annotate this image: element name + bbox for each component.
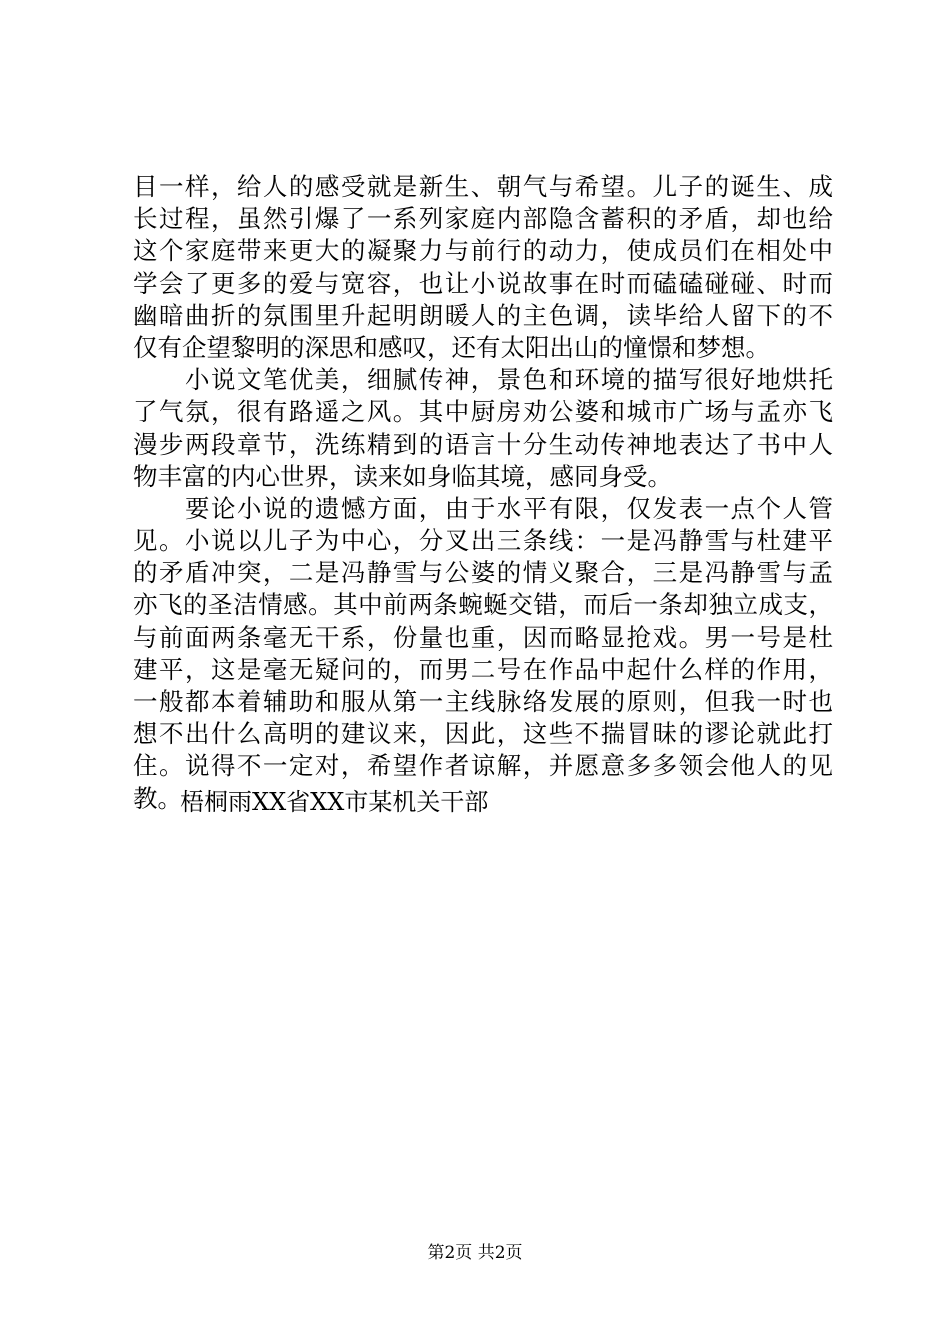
text-line: 了气氛，很有路遥之风。其中厨房劝公婆和城市广场与孟亦飞 — [133, 397, 833, 427]
text-line: 住。说得不一定对，希望作者谅解，并愿意多多领会他人的见 — [133, 751, 833, 781]
text-line: 建平，这是毫无疑问的，而男二号在作品中起什么样的作用， — [133, 654, 833, 684]
text-line: 的矛盾冲突，二是冯静雪与公婆的情义聚合，三是冯静雪与孟 — [133, 558, 833, 588]
text-line: 与前面两条毫无干系，份量也重，因而略显抢戏。男一号是杜 — [133, 622, 833, 652]
text-line: 长过程，虽然引爆了一系列家庭内部隐含蓄积的矛盾，却也给 — [133, 204, 833, 234]
text-line: 漫步两段章节，洗练精到的语言十分生动传神地表达了书中人 — [133, 429, 833, 459]
text-line: 学会了更多的爱与宽容，也让小说故事在时而磕磕碰碰、时而 — [133, 268, 833, 298]
text-line: 教。 — [133, 783, 182, 813]
text-line: 见。小说以儿子为中心，分叉出三条线：一是冯静雪与杜建平 — [133, 526, 833, 556]
text-line: 仅有企望黎明的深思和感叹，还有太阳出山的憧憬和梦想。 — [133, 332, 770, 362]
text-line: 物丰富的内心世界，读来如身临其境，感同身受。 — [133, 461, 672, 491]
text-line: 小说文笔优美，细腻传神，景色和环境的描写很好地烘托 — [133, 365, 833, 395]
body-text — [133, 171, 833, 815]
author-signature: 梧桐雨XX省XX市某机关干部 — [180, 788, 489, 816]
text-line: 要论小说的遗憾方面，由于水平有限，仅发表一点个人管 — [133, 493, 833, 523]
text-line: 幽暗曲折的氛围里升起明朗暖人的主色调，读毕给人留下的不 — [133, 300, 833, 330]
text-line: 一般都本着辅助和服从第一主线脉络发展的原则，但我一时也 — [133, 687, 833, 716]
text-line: 这个家庭带来更大的凝聚力与前行的动力，使成员们在相处中 — [133, 236, 833, 266]
text-line: 亦飞的圣洁情感。其中前两条蜿蜒交错，而后一条却独立成支， — [133, 590, 833, 620]
text-line: 想不出什么高明的建议来，因此，这些不揣冒昧的谬论就此打 — [133, 719, 833, 749]
text-line: 目一样，给人的感受就是新生、朝气与希望。儿子的诞生、成 — [133, 172, 833, 201]
page-number-footer: 第2页 共2页 — [427, 1243, 523, 1263]
